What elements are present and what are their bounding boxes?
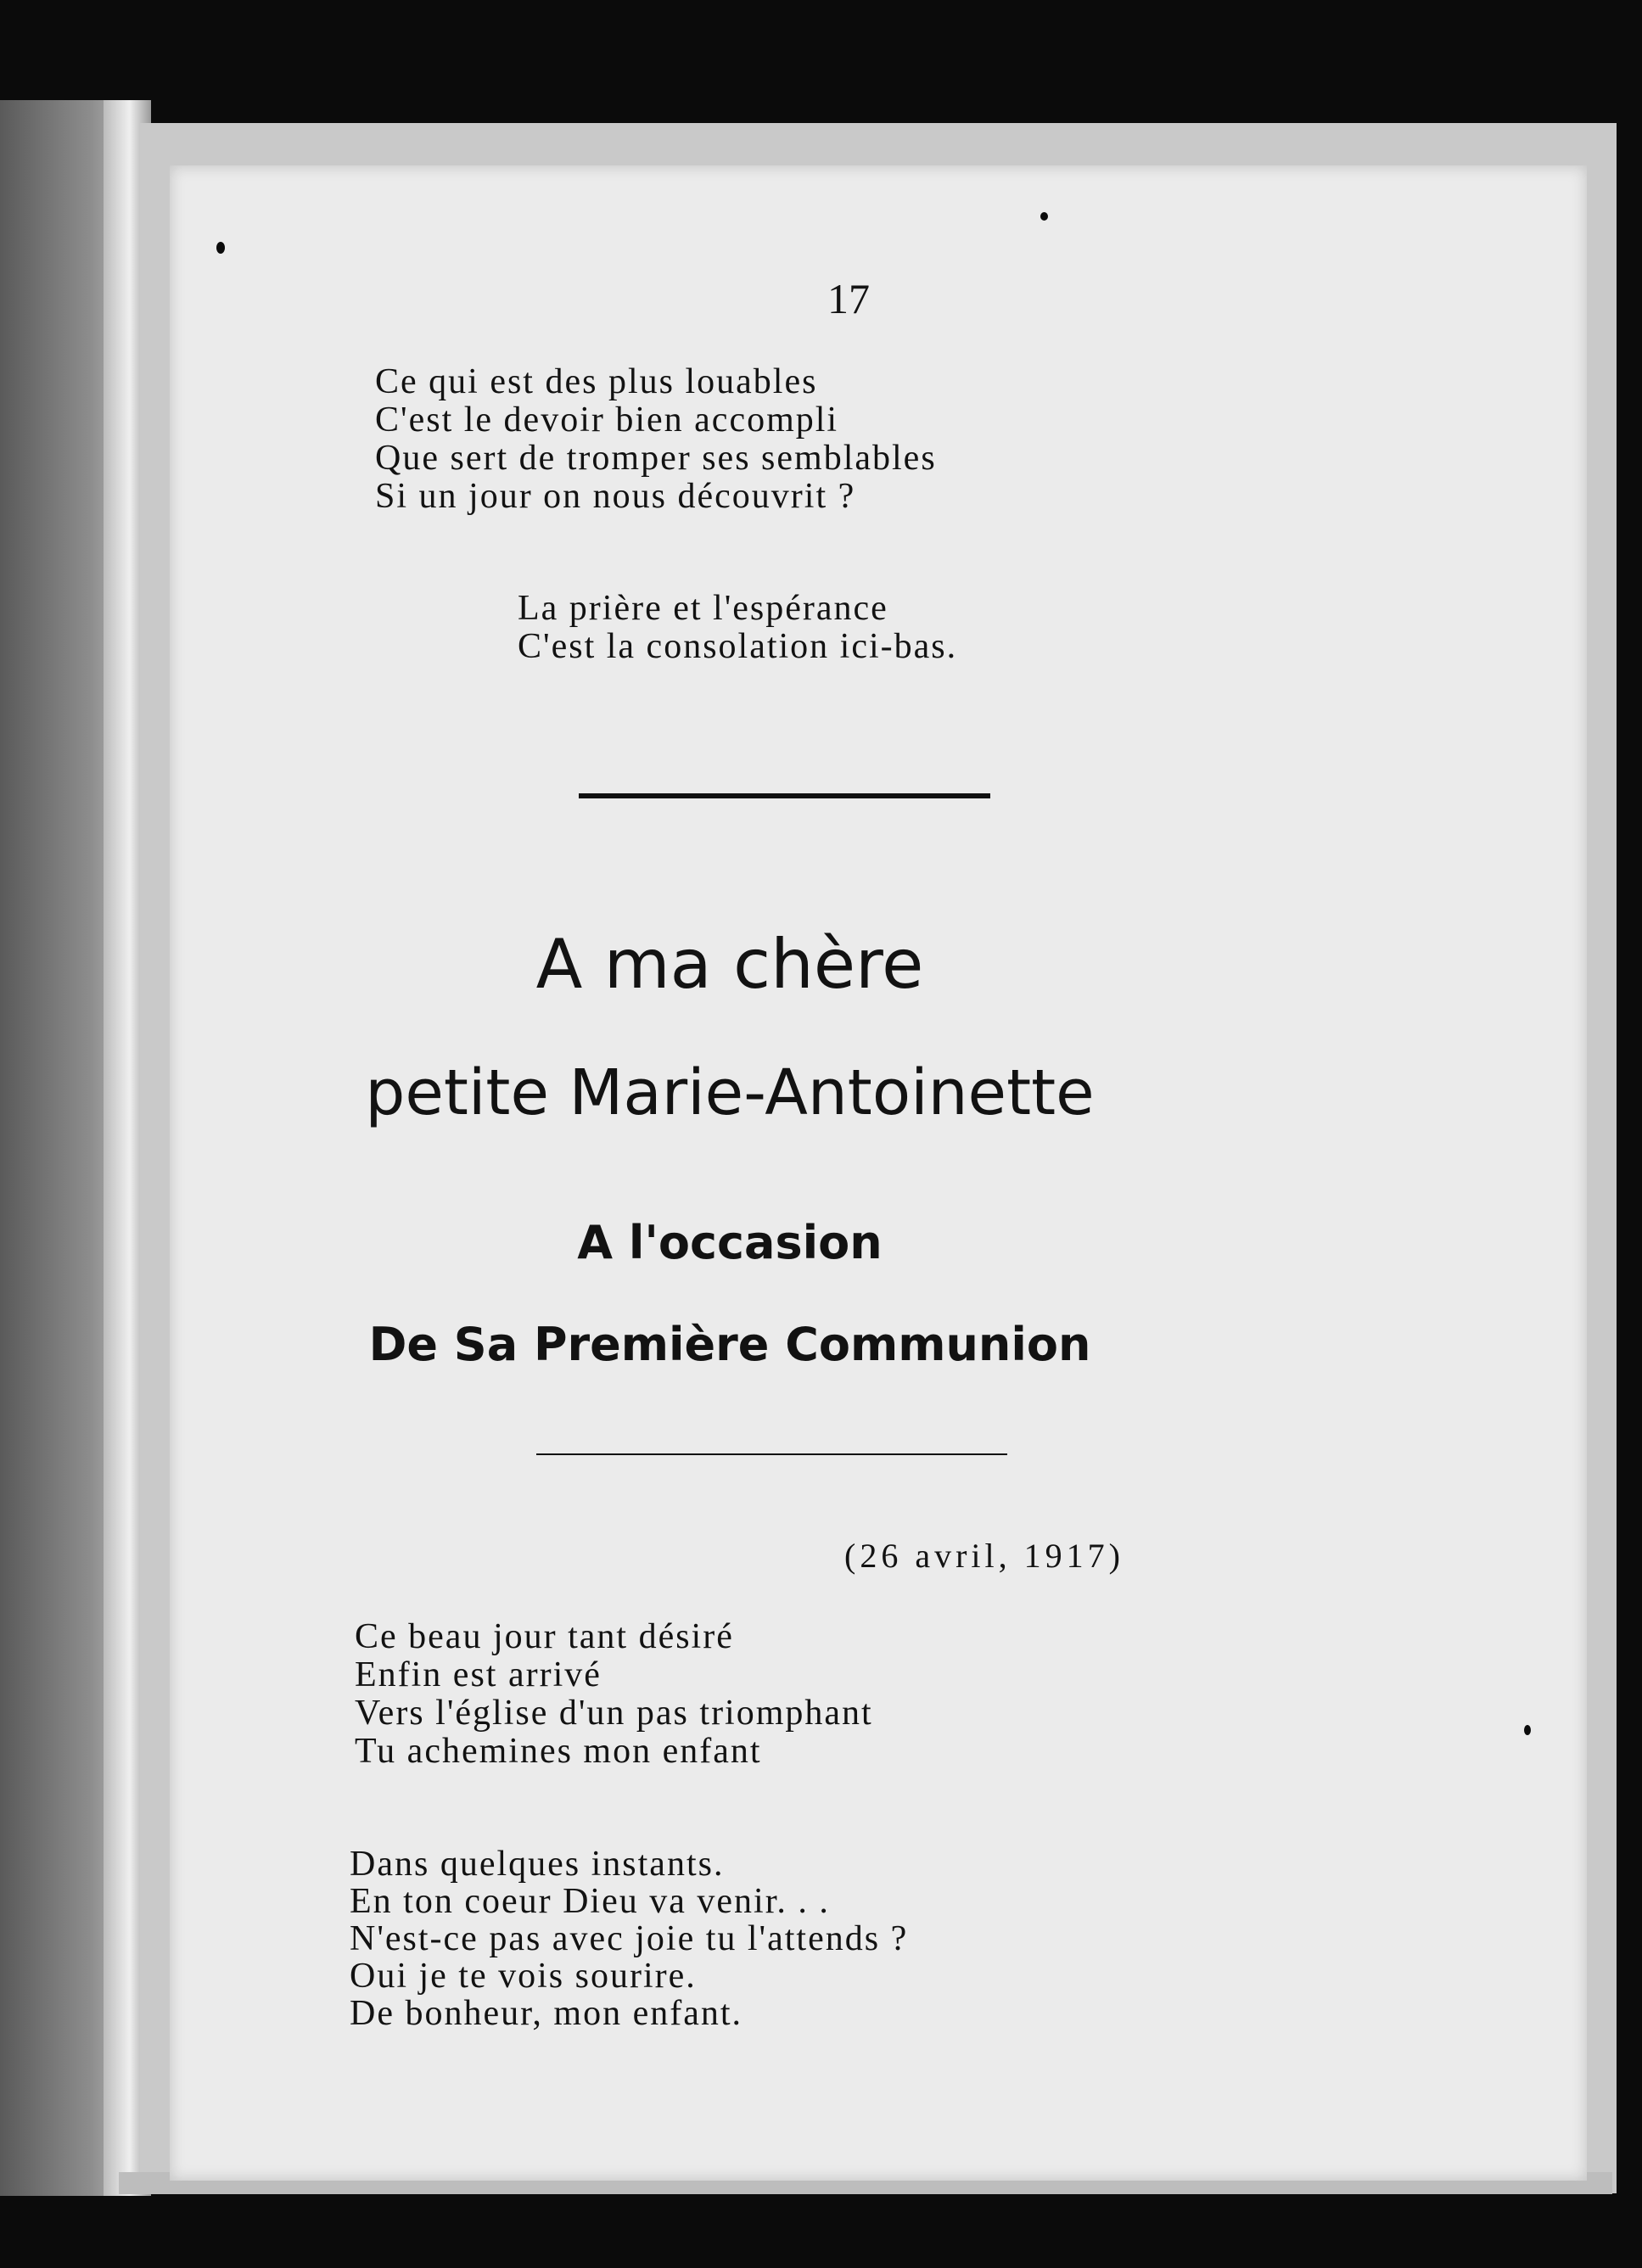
verse-line: Dans quelques instants.: [350, 1845, 725, 1884]
verse-line: Enfin est arrivé: [355, 1655, 602, 1694]
document-page: [170, 165, 1587, 2181]
poem-date: (26 avril, 1917): [844, 1537, 1124, 1575]
dust-speck: [216, 242, 225, 254]
section-divider-thin: [536, 1453, 1007, 1455]
subtitle-line2: De Sa Première Communion: [368, 1318, 1091, 1371]
page-number: 17: [827, 275, 870, 322]
verse-line: Ce beau jour tant désiré: [355, 1617, 734, 1656]
section-divider-thick: [579, 793, 990, 798]
stanza-4: [350, 1845, 908, 2032]
verse-line: Oui je te vois sourire.: [350, 1957, 697, 1996]
verse-line: Vers l'église d'un pas triomphant: [355, 1694, 873, 1733]
stanza-2: [518, 590, 957, 666]
verse-line: C'est la consolation ici-bas.: [518, 627, 958, 666]
stanza-1: [375, 363, 937, 516]
dust-speck: [1040, 212, 1048, 221]
verse-line: Si un jour on nous découvrit ?: [375, 477, 856, 516]
verse-line: La prière et l'espérance: [518, 589, 888, 628]
verse-line: Tu achemines mon enfant: [355, 1732, 762, 1771]
dust-speck: [1524, 1725, 1531, 1735]
stanza-3: [355, 1618, 873, 1771]
verse-line: Que sert de tromper ses semblables: [375, 439, 937, 478]
verse-line: N'est-ce pas avec joie tu l'attends ?: [350, 1919, 909, 1958]
verse-line: De bonheur, mon enfant.: [350, 1994, 743, 2033]
verse-line: Ce qui est des plus louables: [375, 362, 818, 401]
dedication-title-line1: A ma chère: [535, 925, 924, 1004]
dedication-title-line2: petite Marie-Antoinette: [365, 1056, 1095, 1129]
verse-line: En ton coeur Dieu va venir. . .: [350, 1882, 830, 1921]
subtitle-line1: A l'occasion: [577, 1216, 883, 1269]
verse-line: C'est le devoir bien accompli: [375, 400, 839, 440]
